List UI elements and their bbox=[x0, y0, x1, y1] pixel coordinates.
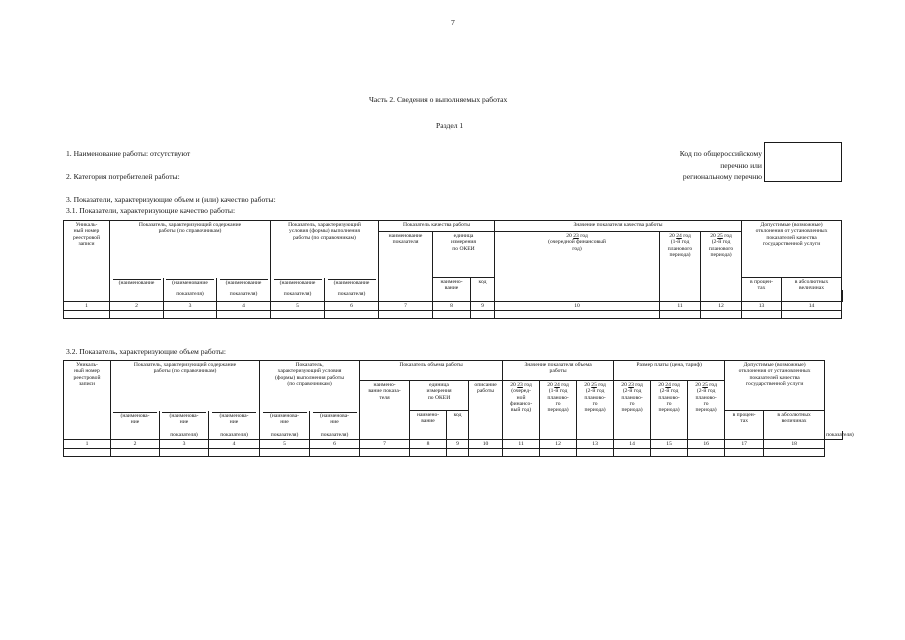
col-number: 14 bbox=[614, 440, 651, 449]
col-number: 5 bbox=[260, 440, 310, 449]
part-title: Часть 2. Сведения о выполняемых работах bbox=[369, 95, 508, 104]
col-number: 3 bbox=[160, 440, 209, 449]
condition-indicator-1: (наименование bbox=[271, 278, 325, 290]
volume-value-header: Значение показателя объема работы bbox=[503, 361, 614, 381]
content-indicator-3: (наименование bbox=[217, 278, 271, 290]
content-indicator-3-name: показателя) bbox=[260, 431, 310, 440]
deviation-percent-header: в процен- тах bbox=[742, 278, 782, 302]
section32-heading: 3.2. Показатель, характеризующие объем работы: bbox=[66, 347, 227, 356]
year-plan2-header: 20 25 год (2-й год планового периода) bbox=[701, 232, 742, 302]
col-number: 9 bbox=[447, 440, 469, 449]
col-number: 11 bbox=[660, 302, 701, 311]
fee-header: Размер платы (цена, тариф) bbox=[614, 361, 725, 381]
volume-year-plan1-header: 20 24 год (1-й год планово- го периода) bbox=[540, 381, 577, 440]
year-plan1-header: 20 24 год (1-й год планового периода) bbox=[660, 232, 701, 302]
col-number: 6 bbox=[325, 302, 379, 311]
condition-indicator-2: (наименова- ние bbox=[310, 411, 360, 431]
work-description-header: описание работы bbox=[469, 381, 503, 440]
volume-year-plan2-header: 20 25 год (2-й год планово- го периода) bbox=[577, 381, 614, 440]
content-indicator-3-name: показателя) bbox=[271, 290, 325, 302]
col-number: 3 bbox=[164, 302, 217, 311]
condition-indicator-1: (наименова- ние bbox=[260, 411, 310, 431]
unit-code-header: код bbox=[471, 278, 495, 302]
unique-number-header: Уникаль- ный номер реестровой записи bbox=[64, 361, 111, 440]
consumer-category-field: 2. Категория потребителей работы: bbox=[66, 172, 180, 181]
fee-year-1-header: 20 23 год (2-й год планово- го периода) bbox=[614, 381, 651, 440]
column-numbers-row bbox=[64, 440, 843, 449]
content-indicator-2-name: показателя) bbox=[209, 431, 260, 440]
col-number: 17 bbox=[725, 440, 764, 449]
code-label-line3: региональному перечню bbox=[682, 172, 762, 181]
code-label-line1: Код по общероссийскому bbox=[679, 149, 762, 158]
content-indicator-1-name: показателя) bbox=[164, 290, 217, 302]
content-indicator-header: Показатель, характеризующий содержание работы (по справочникам) bbox=[111, 361, 260, 411]
deviation-percent-header: в процен- тах bbox=[725, 411, 764, 440]
col-number: 12 bbox=[540, 440, 577, 449]
col-number: 8 bbox=[433, 302, 471, 311]
condition-indicator-1-name: показателя) bbox=[325, 290, 379, 302]
indicator-name-header: наимено- вание показа- теля bbox=[360, 381, 410, 440]
unique-number-cont bbox=[111, 431, 160, 440]
unique-number-cont bbox=[110, 290, 164, 302]
condition-indicator-1-name: показателя) bbox=[310, 431, 360, 440]
col-number: 18 bbox=[764, 440, 825, 449]
content-indicator-header: Показатель, характеризующий содержание работы (по справочникам) bbox=[110, 221, 271, 278]
column-numbers-row bbox=[64, 302, 843, 311]
col-number: 1 bbox=[64, 440, 111, 449]
unit-code-header: код bbox=[447, 411, 469, 440]
conditions-indicator-header: Показатель, характеризующий условия (формы) выполнения работы (по справочникам) bbox=[260, 361, 360, 411]
col-number: 15 bbox=[651, 440, 688, 449]
col-number: 7 bbox=[379, 302, 433, 311]
page-number: 7 bbox=[451, 18, 455, 27]
col-number: 2 bbox=[110, 302, 164, 311]
code-label-line2: перечню или bbox=[720, 161, 762, 170]
col-number: 16 bbox=[688, 440, 725, 449]
conditions-indicator-header: Показатель, характеризующий условия (формы) выполнения работы (по справочникам) bbox=[271, 221, 379, 278]
col-number: 12 bbox=[701, 302, 742, 311]
quality-indicator-header: Показатель качества работы bbox=[379, 221, 495, 232]
section-title: Раздел 1 bbox=[436, 121, 464, 130]
col-number: 2 bbox=[111, 440, 160, 449]
content-indicator-1: (наименова- ние bbox=[111, 411, 160, 431]
fee-year-2-header: 20 24 год (2-й год планово- го периода) bbox=[651, 381, 688, 440]
col-number: 7 bbox=[360, 440, 410, 449]
measure-unit-header: единица измерения по ОКЕИ bbox=[410, 381, 469, 411]
condition-indicator-2: (наименование bbox=[325, 278, 379, 290]
col-number: 4 bbox=[217, 302, 271, 311]
quality-value-header: Значение показателя качества работы bbox=[495, 221, 742, 232]
col-number: 6 bbox=[310, 440, 360, 449]
content-indicator-1-name: показателя) bbox=[160, 431, 209, 440]
allowed-deviation-header: Допустимые (возможные) отклонения от установленных показателей качества государственной услуги bbox=[742, 221, 842, 278]
condition-indicator-2-name bbox=[842, 290, 843, 302]
content-indicator-1: (наименование bbox=[110, 278, 164, 290]
indicator-name-header: наименование показателя bbox=[379, 232, 433, 302]
col-number: 13 bbox=[577, 440, 614, 449]
content-indicator-2-name: показателя) bbox=[217, 290, 271, 302]
col-number: 8 bbox=[410, 440, 447, 449]
col-number: 4 bbox=[209, 440, 260, 449]
quality-indicators-table bbox=[63, 220, 843, 319]
content-indicator-3: (наименова- ние bbox=[209, 411, 260, 431]
col-number: 13 bbox=[742, 302, 782, 311]
condition-indicator-2-name: показателя) bbox=[826, 431, 854, 438]
work-code-box bbox=[764, 142, 842, 182]
fee-year-3-header: 20 25 год (2-й год планово- го периода) bbox=[688, 381, 725, 440]
col-number: 14 bbox=[782, 302, 842, 311]
col-number: 10 bbox=[495, 302, 660, 311]
content-indicator-2: (наименование bbox=[164, 278, 217, 290]
volume-indicator-header: Показатель объема работы bbox=[360, 361, 503, 381]
deviation-absolute-header: в абсолютных величинах bbox=[764, 411, 825, 440]
unit-name-header: наимено- вание bbox=[410, 411, 447, 440]
content-indicator-2: (наименова- ние bbox=[160, 411, 209, 431]
work-name-field: 1. Наименование работы: отсутствуют bbox=[66, 149, 191, 158]
col-number: 5 bbox=[271, 302, 325, 311]
section3-heading: 3. Показатели, характеризующие объем и (или) качество работы: bbox=[66, 195, 276, 204]
volume-indicators-table bbox=[63, 360, 854, 457]
allowed-deviation-header: Допустимые (возможные) отклонения от установленных показателей качества государственной услуги bbox=[725, 361, 825, 411]
table-row bbox=[64, 449, 843, 457]
col-number: 1 bbox=[64, 302, 110, 311]
unit-name-header: наимено- вание bbox=[433, 278, 471, 302]
table-row bbox=[64, 311, 843, 319]
col-number: 9 bbox=[471, 302, 495, 311]
section31-heading: 3.1. Показатели, характеризующие качество работы: bbox=[66, 206, 236, 215]
deviation-absolute-header: в абсолютных величинах bbox=[782, 278, 842, 302]
unique-number-header: Уникаль- ный номер реестровой записи bbox=[64, 221, 110, 302]
col-number: 11 bbox=[503, 440, 540, 449]
col-number: 10 bbox=[469, 440, 503, 449]
year-current-header: 20 23 год (очередной финансовый год) bbox=[495, 232, 660, 302]
volume-year-current-header: 20 23 год (очеред- ной финансо- вый год) bbox=[503, 381, 540, 440]
measure-unit-header: единица измерения по ОКЕИ bbox=[433, 232, 495, 278]
